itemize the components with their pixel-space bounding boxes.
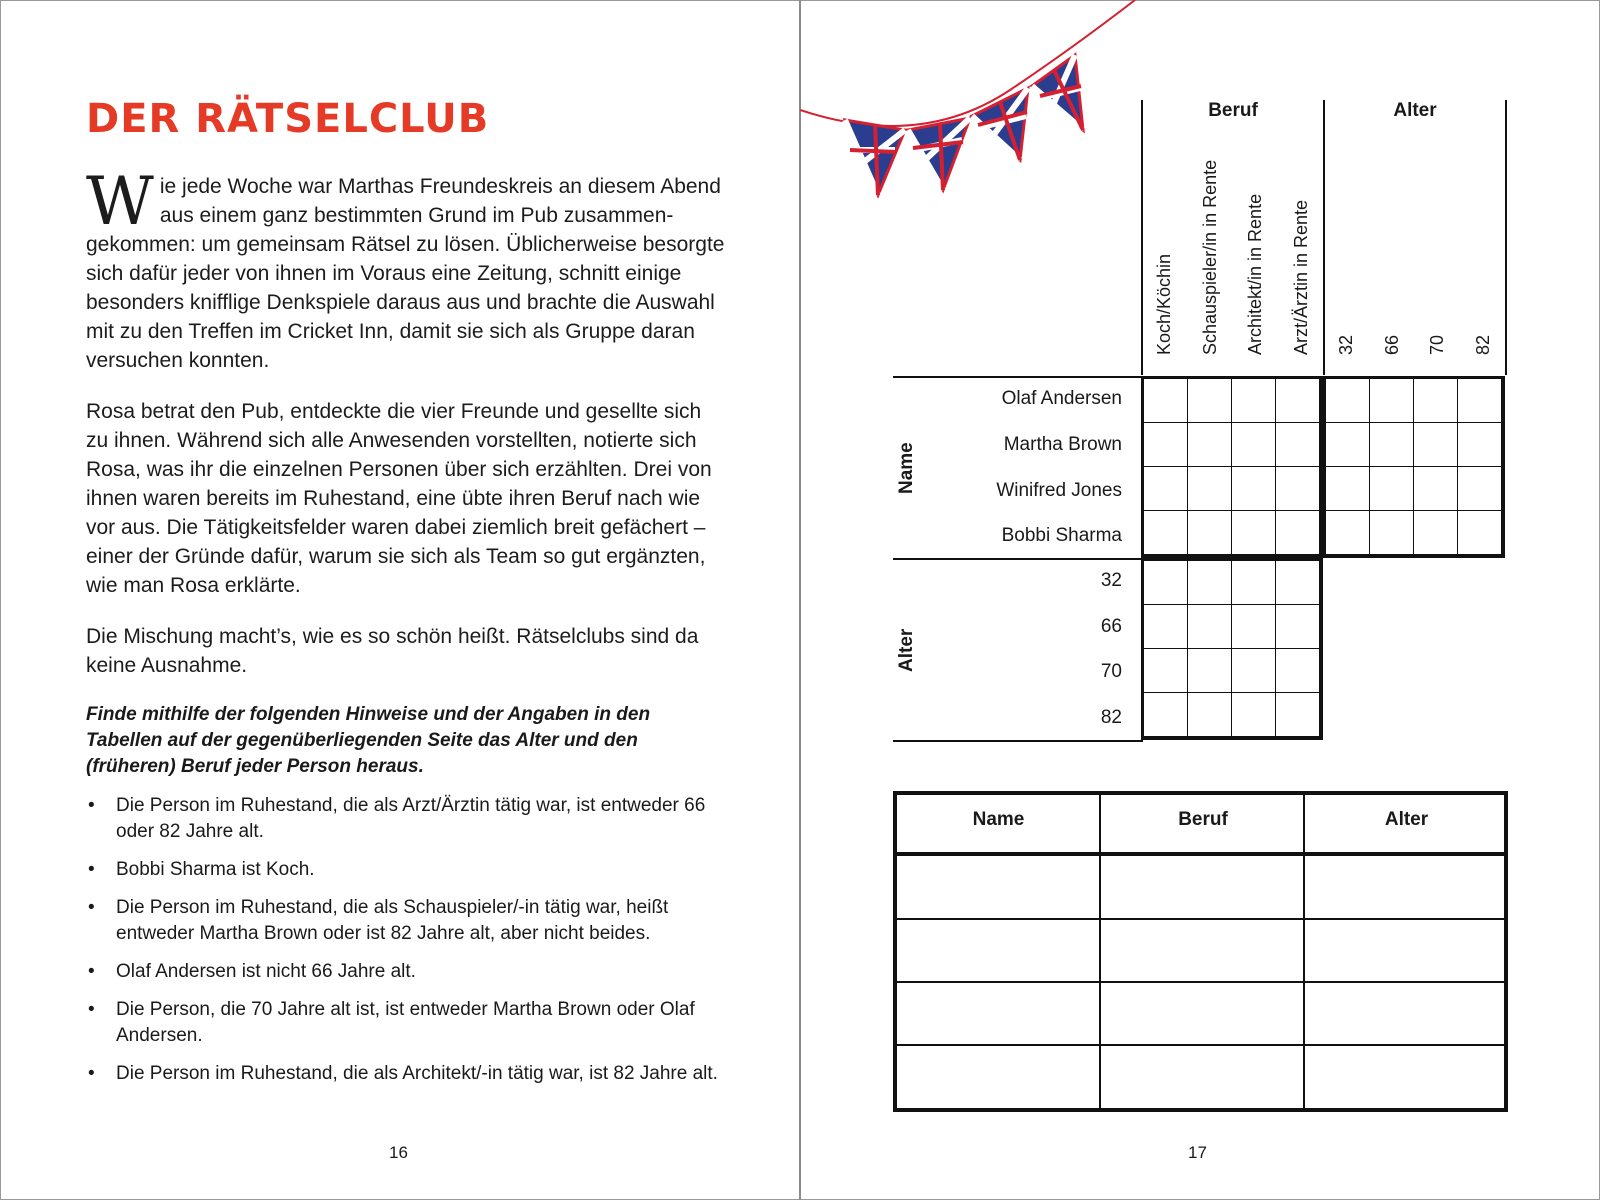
answer-table [893, 791, 1508, 1112]
clue-list [86, 793, 726, 1099]
grid-cell[interactable] [1231, 560, 1276, 605]
grid-cell[interactable] [1143, 510, 1188, 555]
answer-cell[interactable] [1101, 1045, 1303, 1106]
grid-cell[interactable] [1231, 692, 1276, 737]
grid-cell[interactable] [1457, 378, 1502, 423]
grid-cell[interactable] [1143, 466, 1188, 511]
grid-cell[interactable] [1187, 466, 1232, 511]
grid-cell[interactable] [1275, 560, 1320, 605]
bullet-icon: • [88, 897, 95, 918]
grid-cell[interactable] [1231, 378, 1276, 423]
drop-cap: W [86, 163, 154, 240]
grid-block-alter-beruf [1141, 558, 1323, 740]
grid-cell[interactable] [1231, 510, 1276, 555]
column-label-koch: Koch/Köchin [1154, 253, 1174, 355]
bullet-icon: • [88, 795, 95, 816]
answer-cell[interactable] [1305, 982, 1504, 1043]
grid-cell[interactable] [1275, 378, 1320, 423]
row-label-66: 66 [1100, 616, 1122, 637]
grid-cell[interactable] [1369, 378, 1414, 423]
flag-icon [845, 120, 905, 195]
grid-block-name-beruf [1141, 376, 1323, 558]
clue-item: • Die Person, die 70 Jahre alt ist, ist entweder Martha Brown oder Olaf Andersen. [88, 999, 695, 1046]
row-label-martha: Martha Brown [1003, 434, 1122, 455]
grid-cell[interactable] [1143, 648, 1188, 693]
puzzle-instruction: Finde mithilfe der folgenden Hinweise und der Angaben in den Tabellen auf der gegenüberliegenden Seite das Alter und den (früheren) Beruf jeder Person heraus. [86, 704, 651, 777]
grid-cell[interactable] [1275, 510, 1320, 555]
answer-cell[interactable] [897, 856, 1099, 917]
side-header-name: Name [896, 442, 917, 494]
grid-cell[interactable] [1187, 422, 1232, 467]
union-jack-bunting-icon [800, 0, 1140, 210]
column-label-architekt: Architekt/in in Rente [1245, 193, 1265, 355]
header-divider [1323, 100, 1325, 375]
grid-cell[interactable] [1187, 604, 1232, 649]
page-title: DER RÄTSELCLUB [86, 96, 490, 142]
grid-cell[interactable] [1369, 422, 1414, 467]
bullet-icon: • [88, 961, 95, 982]
grid-cell[interactable] [1275, 648, 1320, 693]
row-label-winifred: Winifred Jones [996, 480, 1122, 501]
grid-cell[interactable] [1187, 560, 1232, 605]
answer-cell[interactable] [1101, 856, 1303, 917]
category-header-beruf: Beruf [1208, 100, 1258, 121]
grid-cell[interactable] [1457, 466, 1502, 511]
grid-cell[interactable] [1325, 510, 1370, 555]
story-paragraph-2: Rosa betrat den Pub, entdeckte die vier Freunde und gesellte sich zu ihnen. Während sich alle Anwesenden vorstellten, notierte sich Rosa, was ihr die einzelnen Personen über sich erzählten. Drei von ihnen waren bereits im Ruhestand, eine übte ihren Beruf nach wie vor aus. Die Tätigkeitsfelder waren dabei ziemlich breit gefächert – einer der Gründe dafür, warum sie sich als Team so gut ergänzten, wie man Rosa erklärte. [86, 400, 712, 597]
flag-icon [972, 88, 1028, 160]
grid-cell[interactable] [1187, 692, 1232, 737]
answer-cell[interactable] [1305, 919, 1504, 980]
column-label-66: 66 [1382, 334, 1402, 355]
story-paragraph-3: Die Mischung macht’s, wie es so schön heißt. Rätselclubs sind da keine Ausnahme. [86, 625, 699, 677]
clue-item: • Bobbi Sharma ist Koch. [86, 857, 726, 883]
row-label-bobbi: Bobbi Sharma [1001, 525, 1122, 546]
column-label-70: 70 [1427, 334, 1447, 355]
column-label-32: 32 [1336, 334, 1356, 355]
row-label-70: 70 [1100, 661, 1122, 682]
grid-cell[interactable] [1457, 510, 1502, 555]
grid-cell[interactable] [1143, 422, 1188, 467]
grid-cell[interactable] [1231, 604, 1276, 649]
grid-cell[interactable] [1231, 648, 1276, 693]
intro-text: ie jede Woche war Marthas Freundeskreis an diesem Abend aus einem ganz bestimmten Grund im Pub zusammengekommen: um gemeinsam Rätsel zu lösen. Üblicherweise besorgte sich dafür jeder von ihnen im Voraus eine Zeitung, schnitt einige besonders knifflige Denkspiele daraus aus und brachte die Auswahl mit zu den Treffen im Cricket Inn, damit sie sich als Gruppe daran versuchen konnten. [86, 175, 725, 372]
column-label-82: 82 [1473, 334, 1493, 355]
answer-cell[interactable] [897, 919, 1099, 980]
page-number-right: 17 [1188, 1143, 1207, 1162]
row-label-82: 82 [1100, 707, 1122, 728]
grid-cell[interactable] [1143, 604, 1188, 649]
grid-cell[interactable] [1231, 422, 1276, 467]
grid-cell[interactable] [1187, 378, 1232, 423]
grid-cell[interactable] [1413, 466, 1458, 511]
header-divider [1505, 100, 1507, 375]
grid-block-name-alter [1323, 376, 1505, 558]
grid-cell[interactable] [1457, 422, 1502, 467]
grid-cell[interactable] [1275, 466, 1320, 511]
grid-cell[interactable] [1275, 422, 1320, 467]
answer-cell[interactable] [1101, 982, 1303, 1043]
bullet-icon: • [88, 999, 95, 1020]
answer-header-name: Name [972, 809, 1025, 830]
grid-cell[interactable] [1143, 378, 1188, 423]
bullet-icon: • [88, 1063, 95, 1084]
grid-cell[interactable] [1275, 604, 1320, 649]
grid-cell[interactable] [1369, 466, 1414, 511]
grid-cell[interactable] [1413, 510, 1458, 555]
grid-cell[interactable] [1143, 692, 1188, 737]
bullet-icon: • [88, 859, 95, 880]
answer-cell[interactable] [897, 982, 1099, 1043]
answer-cell[interactable] [1101, 919, 1303, 980]
grid-cell[interactable] [1187, 648, 1232, 693]
page-number-left: 16 [389, 1143, 408, 1162]
category-header-alter: Alter [1393, 100, 1437, 121]
grid-cell[interactable] [1369, 510, 1414, 555]
answer-header-beruf: Beruf [1178, 809, 1228, 830]
flag-icon [1032, 55, 1083, 130]
answer-header-alter: Alter [1384, 809, 1429, 830]
grid-cell[interactable] [1187, 510, 1232, 555]
header-divider [1141, 100, 1143, 375]
grid-cell[interactable] [1275, 692, 1320, 737]
side-header-alter: Alter [896, 628, 917, 672]
row-label-olaf: Olaf Andersen [1001, 388, 1122, 409]
clue-item: • Die Person im Ruhestand, die als Architekt/-in tätig war, ist 82 Jahre alt. [86, 1061, 726, 1087]
intro-paragraph [86, 163, 726, 375]
grid-cell[interactable] [1413, 422, 1458, 467]
clue-item: • Olaf Andersen ist nicht 66 Jahre alt. [86, 959, 726, 985]
column-label-schauspieler: Schauspieler/in in Rente [1200, 159, 1220, 355]
grid-cell[interactable] [1413, 378, 1458, 423]
clue-item: • Die Person im Ruhestand, die als Schauspieler/-in tätig war, heißt entweder Martha Brown oder ist 82 Jahre alt, aber nicht beides. [88, 897, 669, 944]
clue-item: • Die Person im Ruhestand, die als Arzt/Ärztin tätig war, ist entweder 66 oder 82 Jahre alt. [88, 795, 706, 842]
flag-icon [908, 118, 970, 190]
section-divider [893, 376, 1143, 378]
grid-cell[interactable] [1325, 378, 1370, 423]
grid-cell[interactable] [1325, 422, 1370, 467]
row-label-32: 32 [1100, 570, 1122, 591]
section-divider [893, 740, 1143, 742]
answer-cell[interactable] [1305, 1045, 1504, 1106]
answer-cell[interactable] [897, 1045, 1099, 1106]
grid-cell[interactable] [1325, 466, 1370, 511]
section-divider [893, 558, 1143, 560]
column-label-arzt: Arzt/Ärztin in Rente [1291, 199, 1311, 355]
grid-cell[interactable] [1143, 560, 1188, 605]
grid-cell[interactable] [1231, 466, 1276, 511]
answer-cell[interactable] [1305, 856, 1504, 917]
